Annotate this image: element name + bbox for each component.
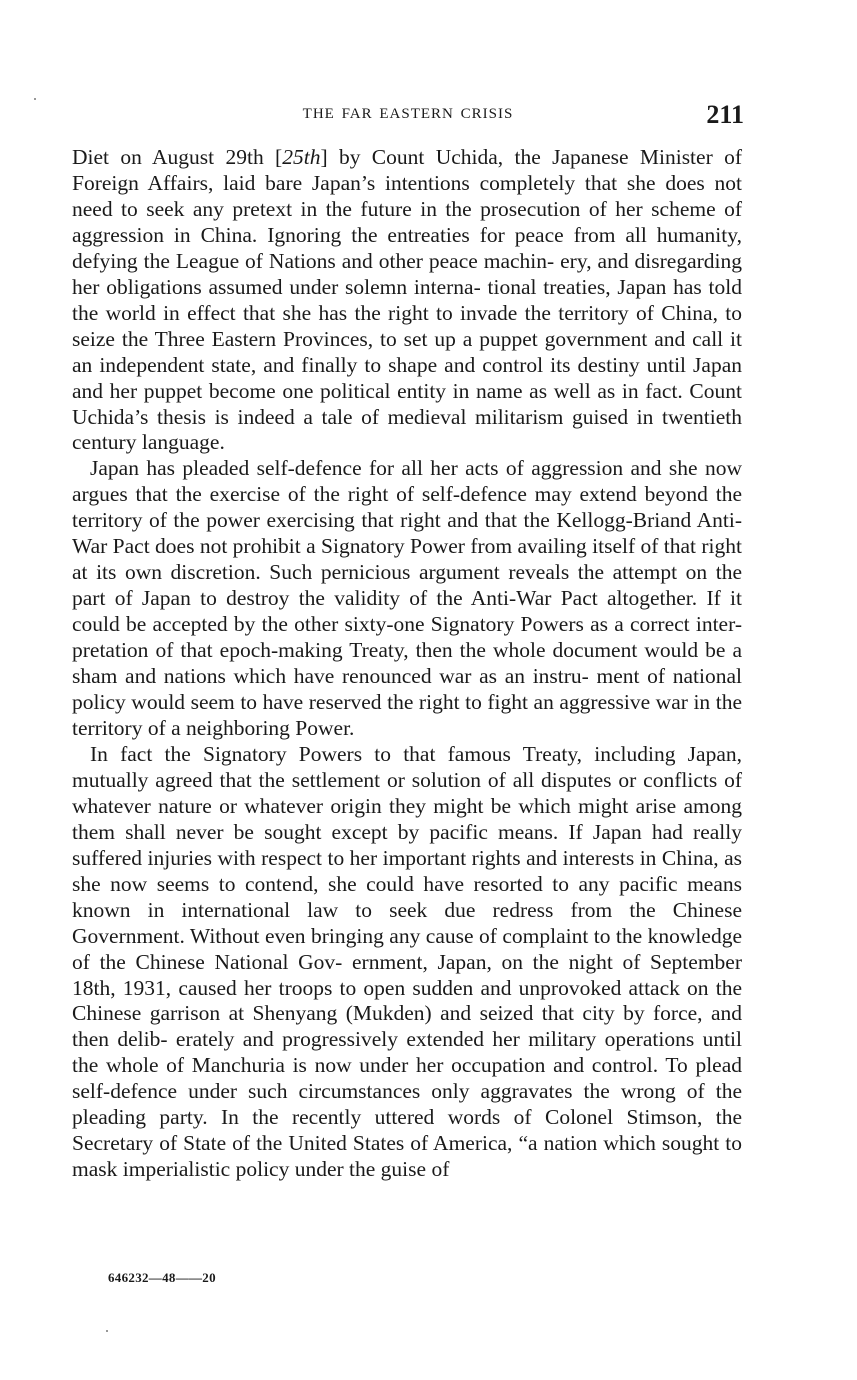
running-head — [72, 100, 744, 132]
scan-speck — [106, 1330, 108, 1332]
paragraph-1-rest: ] by Count Uchida, the Japanese Minister of Foreign Affairs, laid bare Japan’s intentions completely that she does not need to seek any pretext in the future in the prosecution of her scheme of aggression in China. Ignoring the entreaties for peace from all humanity, defying the League of Nations and other peace machin- ery, and disregarding her obligations assumed under solemn interna- tional treaties, Japan has told the world in effect that she has the right to invade the territory of China, to seize the Three Eastern Provinces, to set up a puppet government and call it an independent state, and finally to shape and control its destiny until Japan and her puppet become one political entity in name as well as in fact. Count Uchida’s thesis is indeed a tale of medieval militarism guised in twentieth century language. — [72, 145, 742, 455]
paragraph-1 — [72, 145, 742, 456]
paragraph-1-start: Diet on August 29th [ — [72, 145, 283, 169]
paragraph-3: In fact the Signatory Powers to that famous Treaty, including Japan, mutually agreed that the settlement or solution of all disputes or conflicts of whatever nature or whatever origin they might be which might arise among them shall never be sought except by pacific means. If Japan had really suffered injuries with respect to her important rights and interests in China, as she now seems to contend, she could have resorted to any pacific means known in international law to seek due redress from the Chinese Government. Without even bringing any cause of complaint to the knowledge of the Chinese National Gov- ernment, Japan, on the night of September 18th, 1931, caused her troops to open sudden and unprovoked attack on the Chinese garrison at Shenyang (Mukden) and seized that city by force, and then delib- erately and progressively extended her military operations until the whole of Manchuria is now under her occupation and control. To plead self-defence under such circumstances only aggravates the wrong of the pleading party. In the recently uttered words of Colonel Stimson, the Secretary of State of the United States of America, “a nation which sought to mask imperialistic policy under the guise of — [72, 741, 742, 1182]
scan-speck — [34, 98, 36, 100]
body-text — [72, 145, 742, 1183]
italic-date-correction: 25th — [282, 145, 321, 169]
printer-signature-mark: 646232—48——20 — [108, 1270, 216, 1285]
page-number: 211 — [706, 100, 744, 129]
running-title: THE FAR EASTERN CRISIS — [302, 106, 514, 122]
paragraph-2: Japan has pleaded self-defence for all her acts of aggression and she now argues that the exercise of the right of self-defence may extend beyond the territory of the power exercising that right and that the Kellogg-Briand Anti-War Pact does not prohibit a Signatory Power from availing itself of that right at its own discretion. Such pernicious argument reveals the attempt on the part of Japan to destroy the validity of the Anti-War Pact altogether. If it could be accepted by the other sixty-one Signatory Powers as a correct inter- pretation of that epoch-making Treaty, then the whole document would be a sham and nations which have renounced war as an instru- ment of national policy would seem to have reserved the right to fight an aggressive war in the territory of a neighboring Power. — [72, 456, 743, 740]
